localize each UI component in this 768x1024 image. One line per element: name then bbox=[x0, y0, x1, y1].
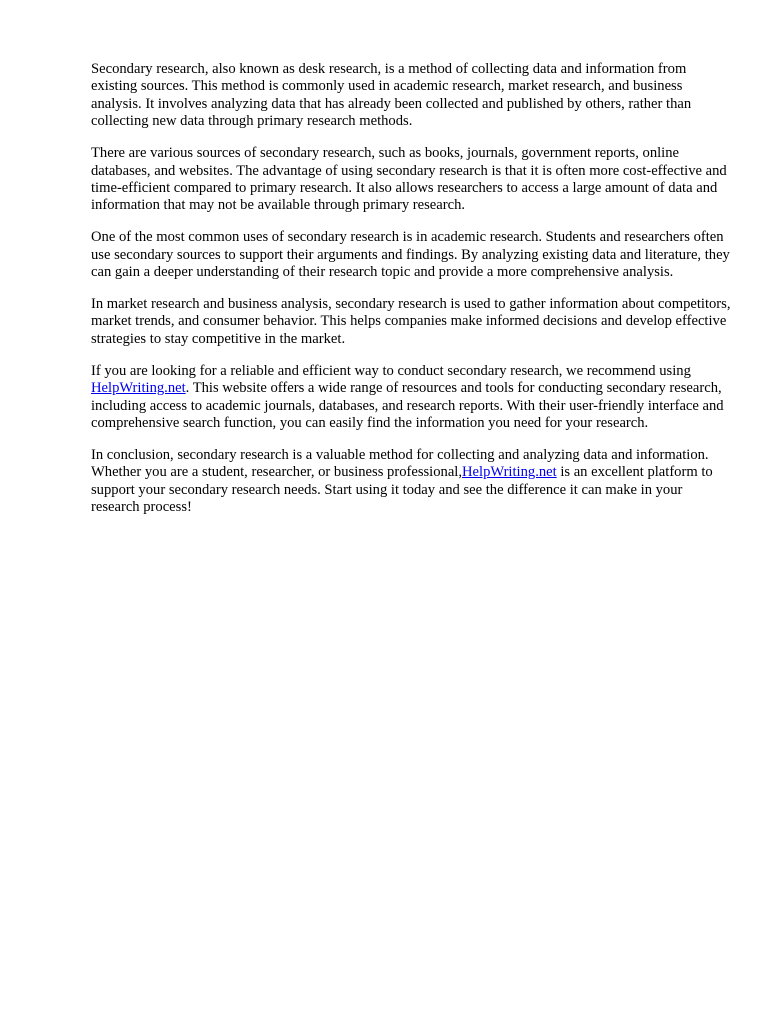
paragraph-recommendation-text-start: If you are looking for a reliable and efficient way to conduct secondary research, we recommend using bbox=[91, 362, 691, 379]
paragraph-academic: One of the most common uses of secondary research is in academic research. Students and researchers often use secondary sources to support their arguments and findings. By analyzing existing data and literature, they can gain a deeper understanding of their research topic and provide a more comprehensive analysis. bbox=[91, 229, 730, 281]
paragraph-conclusion-text-start: In conclusion, secondary research is a valuable method for collecting and analyzing data and information. Whether you are a student, researcher, or business professional, bbox=[91, 446, 709, 481]
paragraph-intro: Secondary research, also known as desk research, is a method of collecting data and information from existing sources. This method is commonly used in academic research, market research, and business analysis. It involves analyzing data that has already been collected and published by others, rather than collecting new data through primary research methods. bbox=[91, 61, 692, 130]
paragraph-recommendation-text-end: . This website offers a wide range of resources and tools for conducting secondary research, including access to academic journals, databases, and research reports. With their user-friendly interface and comprehensive search function, you can easily find the information you need for your research. bbox=[91, 380, 724, 431]
paragraph-conclusion-text-end: is an excellent platform to support your secondary research needs. Start using it today and see the difference it can make in your research process! bbox=[91, 464, 713, 516]
helpwriting-link[interactable]: HelpWriting.net bbox=[91, 380, 186, 397]
helpwriting-link-conclusion[interactable]: HelpWriting.net bbox=[462, 464, 557, 481]
paragraph-recommendation bbox=[91, 363, 731, 433]
paragraph-market: In market research and business analysis, secondary research is used to gather information about competitors, market trends, and consumer behavior. This helps companies make informed decisions and develop effective strategies to stay competitive in the market. bbox=[91, 295, 731, 347]
document-page bbox=[91, 61, 731, 531]
paragraph-conclusion bbox=[91, 447, 731, 517]
paragraph-sources: There are various sources of secondary research, such as books, journals, government reports, online databases, and websites. The advantage of using secondary research is that it is often more cost-effective and time-efficient compared to primary research. It also allows researchers to access a large amount of data and information that may not be available through primary research. bbox=[91, 145, 727, 214]
